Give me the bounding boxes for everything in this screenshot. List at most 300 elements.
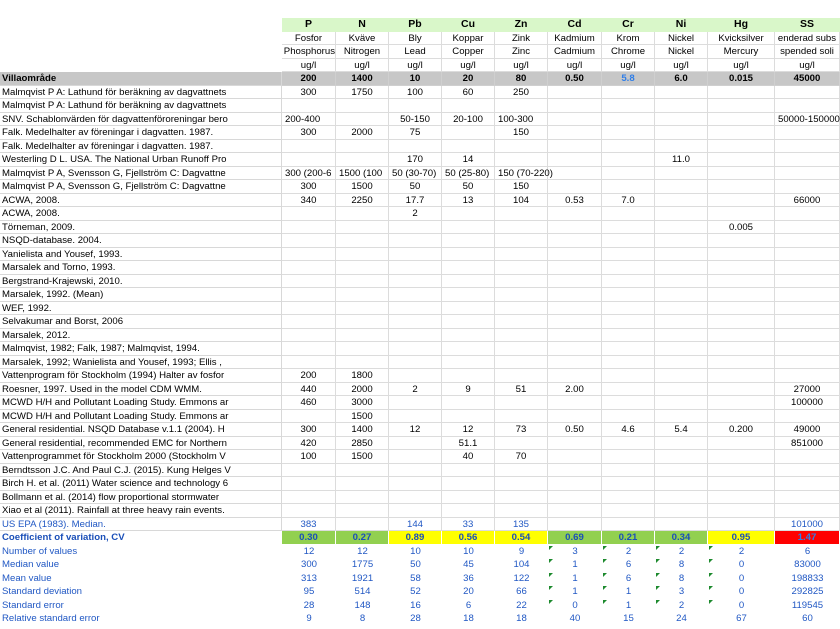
cell-cu[interactable] <box>442 234 495 248</box>
cell-hg[interactable] <box>708 288 775 302</box>
cell-cd[interactable]: 1 <box>548 558 602 572</box>
cell-hg[interactable]: 0 <box>708 558 775 572</box>
cell-p[interactable]: 340 <box>282 194 336 208</box>
cell-p[interactable]: 460 <box>282 396 336 410</box>
cell-hg[interactable] <box>708 153 775 167</box>
cell-ni[interactable] <box>655 180 708 194</box>
row-label[interactable]: Standard error <box>2 599 64 611</box>
cell-cu[interactable]: 33 <box>442 518 495 532</box>
cell-cd[interactable] <box>548 167 602 181</box>
cell-pb[interactable]: 75 <box>389 126 442 140</box>
cell-zn[interactable] <box>495 464 548 478</box>
cell-p[interactable]: 300 <box>282 423 336 437</box>
cell-cr[interactable] <box>602 261 655 275</box>
cell-zn[interactable] <box>495 261 548 275</box>
row-label[interactable]: Yanielista and Yousef, 1993. <box>0 248 282 262</box>
cell-n[interactable] <box>336 288 389 302</box>
cell-pb[interactable] <box>389 437 442 451</box>
cell-zn[interactable] <box>495 356 548 370</box>
cell-zn[interactable]: 22 <box>516 599 527 611</box>
cell-cr[interactable] <box>602 180 655 194</box>
cell-hg[interactable] <box>708 477 775 491</box>
row-label[interactable]: Falk. Medelhalter av föreningar i dagvatten. 1987. <box>0 140 282 154</box>
cell-p[interactable] <box>282 288 336 302</box>
cell-pb[interactable]: 17.7 <box>389 194 442 208</box>
cell-ni[interactable] <box>655 113 708 127</box>
cell-pb[interactable] <box>389 504 442 518</box>
row-label[interactable]: ACWA, 2008. <box>0 207 282 221</box>
cell-cr[interactable] <box>602 99 655 113</box>
cell-ni[interactable] <box>655 369 708 383</box>
cell-pb[interactable] <box>389 99 442 113</box>
cell-ni[interactable] <box>655 504 708 518</box>
row-label[interactable]: Number of values <box>2 545 78 557</box>
cell-zn[interactable]: 70 <box>495 450 548 464</box>
cell-zn[interactable]: 122 <box>513 572 530 584</box>
cell-cr[interactable] <box>602 86 655 100</box>
cell-hg[interactable]: 0.95 <box>708 531 775 545</box>
cell-ni[interactable]: 8 <box>655 572 708 586</box>
cell-cd[interactable] <box>548 261 602 275</box>
cell-cr[interactable] <box>602 504 655 518</box>
cell-hg[interactable]: 0 <box>708 572 775 586</box>
cell-cd[interactable]: 0 <box>548 599 602 613</box>
cell-cu[interactable]: 9 <box>442 383 495 397</box>
cell-cr[interactable] <box>602 356 655 370</box>
cell-n[interactable] <box>336 464 389 478</box>
cell-ni[interactable] <box>655 275 708 289</box>
cell-n[interactable] <box>336 315 389 329</box>
cell-ss[interactable] <box>775 234 840 248</box>
row-label[interactable]: Mean value <box>2 572 52 584</box>
cell-cr[interactable]: 2 <box>602 545 655 559</box>
row-label[interactable]: Westerling D L. USA. The National Urban Runoff Pro <box>0 153 282 167</box>
cell-hg[interactable]: 0 <box>708 599 775 613</box>
cell-n[interactable]: 1500 (100 <box>336 167 389 181</box>
cell-hg[interactable]: 0.005 <box>708 221 775 235</box>
cell-ni[interactable] <box>655 248 708 262</box>
row-label[interactable]: WEF, 1992. <box>0 302 282 316</box>
cell-cr[interactable]: 7.0 <box>602 194 655 208</box>
row-label[interactable]: Falk. Medelhalter av föreningar i dagvatten. 1987. <box>0 126 282 140</box>
cell-p[interactable] <box>282 342 336 356</box>
cell-hg[interactable] <box>708 248 775 262</box>
cell-hg[interactable] <box>708 450 775 464</box>
cell-cr[interactable]: 5.8 <box>602 72 655 86</box>
cell-cu[interactable]: 12 <box>442 423 495 437</box>
cell-zn[interactable]: 18 <box>516 613 527 624</box>
cell-p[interactable] <box>282 275 336 289</box>
cell-ni[interactable] <box>655 86 708 100</box>
cell-cd[interactable] <box>548 342 602 356</box>
cell-ni[interactable]: 2 <box>655 545 708 559</box>
cell-zn[interactable]: 9 <box>518 545 525 557</box>
cell-cu[interactable]: 50 (25-80) <box>442 167 495 181</box>
cell-ss[interactable] <box>775 261 840 275</box>
cell-cd[interactable] <box>548 396 602 410</box>
cell-p[interactable]: 12 <box>303 545 315 557</box>
cell-cd[interactable] <box>548 86 602 100</box>
cell-ni[interactable]: 5.4 <box>655 423 708 437</box>
row-label[interactable]: Relative standard error <box>2 613 100 624</box>
cell-zn[interactable]: 104 <box>513 559 530 570</box>
cell-p[interactable]: 200-400 <box>282 113 336 127</box>
cell-pb[interactable]: 12 <box>389 423 442 437</box>
cell-zn[interactable] <box>495 504 548 518</box>
cell-cu[interactable] <box>442 410 495 424</box>
cell-cr[interactable]: 6 <box>602 572 655 586</box>
cell-ss[interactable] <box>775 180 840 194</box>
cell-cr[interactable] <box>602 518 655 532</box>
row-label[interactable]: ACWA, 2008. <box>0 194 282 208</box>
cell-cu[interactable] <box>442 248 495 262</box>
cell-p[interactable] <box>282 315 336 329</box>
cell-cu[interactable] <box>442 342 495 356</box>
cell-zn[interactable] <box>495 315 548 329</box>
cell-ss[interactable] <box>775 86 840 100</box>
cell-ss[interactable]: 101000 <box>775 518 840 532</box>
row-label[interactable]: Marsalek, 1992; Wanielista and Yousef, 1993; Ellis , <box>0 356 282 370</box>
cell-zn[interactable]: 80 <box>495 72 548 86</box>
cell-cd[interactable]: 3 <box>548 545 602 559</box>
cell-ss[interactable] <box>775 356 840 370</box>
cell-pb[interactable] <box>389 140 442 154</box>
cell-cr[interactable] <box>602 464 655 478</box>
cell-cd[interactable] <box>548 464 602 478</box>
cell-n[interactable]: 1500 <box>336 450 389 464</box>
cell-ss[interactable] <box>775 315 840 329</box>
cell-p[interactable] <box>282 99 336 113</box>
cell-hg[interactable] <box>708 126 775 140</box>
cell-p[interactable] <box>282 221 336 235</box>
cell-cu[interactable] <box>442 491 495 505</box>
row-label[interactable]: Xiao et al (2011). Rainfall at three heavy rain events. <box>0 504 282 518</box>
cell-cu[interactable] <box>442 221 495 235</box>
cell-ss[interactable]: 60 <box>802 613 813 624</box>
cell-hg[interactable] <box>708 396 775 410</box>
cell-n[interactable] <box>336 356 389 370</box>
cell-p[interactable] <box>282 248 336 262</box>
cell-ss[interactable]: 119545 <box>791 599 824 611</box>
cell-ni[interactable] <box>655 342 708 356</box>
row-label[interactable]: Villaområde <box>0 72 282 86</box>
cell-pb[interactable]: 10 <box>410 545 421 557</box>
cell-cu[interactable]: 50 <box>442 180 495 194</box>
cell-pb[interactable]: 58 <box>410 572 421 584</box>
row-label[interactable]: Vattenprogrammet för Stockholm 2000 (Stockholm V <box>0 450 282 464</box>
cell-cr[interactable] <box>602 450 655 464</box>
cell-ss[interactable] <box>775 288 840 302</box>
cell-hg[interactable] <box>708 437 775 451</box>
cell-pb[interactable]: 2 <box>389 207 442 221</box>
cell-cd[interactable]: 0.50 <box>548 72 602 86</box>
cell-cu[interactable] <box>442 396 495 410</box>
cell-p[interactable] <box>282 464 336 478</box>
row-label[interactable]: Malmqvist P A: Lathund för beräkning av dagvattnets <box>0 99 282 113</box>
cell-n[interactable]: 2850 <box>336 437 389 451</box>
cell-n[interactable] <box>336 275 389 289</box>
cell-n[interactable]: 1500 <box>336 410 389 424</box>
cell-cd[interactable] <box>548 410 602 424</box>
cell-p[interactable]: 313 <box>300 572 317 584</box>
cell-cu[interactable]: 6 <box>465 599 472 611</box>
cell-cu[interactable] <box>442 275 495 289</box>
cell-n[interactable] <box>336 261 389 275</box>
cell-ss[interactable] <box>775 450 840 464</box>
cell-cd[interactable]: 0.69 <box>548 531 602 545</box>
cell-ni[interactable] <box>655 396 708 410</box>
cell-pb[interactable]: 50 <box>410 559 421 570</box>
cell-zn[interactable] <box>495 221 548 235</box>
cell-cr[interactable] <box>602 153 655 167</box>
cell-hg[interactable] <box>708 275 775 289</box>
cell-cd[interactable]: 0.53 <box>548 194 602 208</box>
cell-cr[interactable] <box>602 207 655 221</box>
row-label[interactable]: General residential, recommended EMC for Northern <box>0 437 282 451</box>
cell-cr[interactable] <box>602 396 655 410</box>
cell-cd[interactable] <box>548 437 602 451</box>
cell-cd[interactable] <box>548 288 602 302</box>
cell-ni[interactable] <box>655 140 708 154</box>
cell-ni[interactable] <box>655 288 708 302</box>
cell-p[interactable]: 28 <box>303 599 315 611</box>
cell-cd[interactable] <box>548 315 602 329</box>
cell-ss[interactable] <box>775 491 840 505</box>
cell-p[interactable] <box>282 153 336 167</box>
cell-ss[interactable]: 49000 <box>775 423 840 437</box>
row-label[interactable]: Median value <box>2 559 60 570</box>
cell-cu[interactable] <box>442 302 495 316</box>
cell-cr[interactable] <box>602 221 655 235</box>
cell-hg[interactable] <box>708 99 775 113</box>
cell-cd[interactable] <box>548 221 602 235</box>
cell-p[interactable]: 200 <box>282 369 336 383</box>
cell-cd[interactable]: 1 <box>548 585 602 599</box>
cell-pb[interactable]: 10 <box>389 72 442 86</box>
cell-zn[interactable] <box>495 248 548 262</box>
cell-hg[interactable] <box>708 342 775 356</box>
cell-ni[interactable]: 6.0 <box>655 72 708 86</box>
cell-ss[interactable] <box>775 410 840 424</box>
cell-cd[interactable] <box>548 113 602 127</box>
cell-n[interactable] <box>336 140 389 154</box>
cell-cu[interactable] <box>442 504 495 518</box>
cell-ni[interactable] <box>655 410 708 424</box>
cell-pb[interactable]: 50 <box>389 180 442 194</box>
cell-hg[interactable]: 67 <box>736 613 747 624</box>
cell-n[interactable] <box>336 342 389 356</box>
cell-zn[interactable] <box>495 342 548 356</box>
cell-ni[interactable] <box>655 383 708 397</box>
cell-ni[interactable]: 8 <box>655 558 708 572</box>
cell-cr[interactable]: 6 <box>602 558 655 572</box>
cell-ni[interactable] <box>655 356 708 370</box>
cell-hg[interactable] <box>708 207 775 221</box>
cell-hg[interactable] <box>708 261 775 275</box>
cell-cd[interactable] <box>548 248 602 262</box>
cell-n[interactable]: 514 <box>354 586 371 597</box>
cell-p[interactable] <box>282 410 336 424</box>
cell-pb[interactable]: 2 <box>389 383 442 397</box>
cell-pb[interactable] <box>389 261 442 275</box>
cell-cu[interactable] <box>442 315 495 329</box>
cell-cr[interactable] <box>602 315 655 329</box>
cell-p[interactable] <box>282 491 336 505</box>
cell-cu[interactable] <box>442 369 495 383</box>
cell-cu[interactable]: 51.1 <box>442 437 495 451</box>
cell-p[interactable]: 300 <box>300 559 317 570</box>
cell-pb[interactable]: 52 <box>410 586 421 597</box>
cell-cr[interactable] <box>602 113 655 127</box>
cell-pb[interactable] <box>389 477 442 491</box>
cell-cr[interactable] <box>602 383 655 397</box>
cell-pb[interactable] <box>389 356 442 370</box>
cell-n[interactable] <box>336 113 389 127</box>
cell-hg[interactable]: 2 <box>708 545 775 559</box>
cell-pb[interactable] <box>389 491 442 505</box>
cell-ni[interactable] <box>655 234 708 248</box>
cell-hg[interactable]: 0.015 <box>708 72 775 86</box>
cell-n[interactable]: 2000 <box>336 126 389 140</box>
cell-pb[interactable] <box>389 369 442 383</box>
cell-cu[interactable]: 20 <box>463 586 474 597</box>
row-label[interactable]: Birch H. et al. (2011) Water science and technology 6 <box>0 477 282 491</box>
row-label[interactable]: General residential. NSQD Database v.1.1 (2004). H <box>0 423 282 437</box>
cell-ni[interactable]: 11.0 <box>655 153 708 167</box>
cell-cu[interactable]: 0.56 <box>442 531 495 545</box>
cell-cu[interactable] <box>442 261 495 275</box>
cell-zn[interactable] <box>495 329 548 343</box>
cell-zn[interactable] <box>495 234 548 248</box>
cell-n[interactable]: 1400 <box>336 423 389 437</box>
cell-n[interactable]: 1750 <box>336 86 389 100</box>
cell-p[interactable] <box>282 234 336 248</box>
cell-pb[interactable] <box>389 464 442 478</box>
cell-cr[interactable] <box>602 234 655 248</box>
cell-n[interactable]: 3000 <box>336 396 389 410</box>
cell-p[interactable]: 420 <box>282 437 336 451</box>
cell-zn[interactable]: 250 <box>495 86 548 100</box>
cell-pb[interactable]: 50-150 <box>389 113 442 127</box>
cell-zn[interactable]: 104 <box>495 194 548 208</box>
row-label[interactable]: Törneman, 2009. <box>0 221 282 235</box>
cell-p[interactable] <box>282 356 336 370</box>
cell-zn[interactable] <box>495 369 548 383</box>
cell-n[interactable]: 0.27 <box>336 531 389 545</box>
cell-zn[interactable] <box>495 288 548 302</box>
cell-p[interactable] <box>282 504 336 518</box>
cell-hg[interactable] <box>708 140 775 154</box>
cell-n[interactable] <box>336 491 389 505</box>
row-label[interactable]: Vattenprogram för Stockholm (1994) Halter av fosfor <box>0 369 282 383</box>
row-label[interactable]: MCWD H/H and Pollutant Loading Study. Emmons ar <box>0 396 282 410</box>
cell-ni[interactable]: 0.34 <box>655 531 708 545</box>
cell-hg[interactable] <box>708 113 775 127</box>
cell-p[interactable]: 383 <box>282 518 336 532</box>
cell-cd[interactable] <box>548 477 602 491</box>
cell-cu[interactable] <box>442 477 495 491</box>
cell-pb[interactable]: 50 (30-70) <box>389 167 442 181</box>
cell-cu[interactable] <box>442 99 495 113</box>
cell-p[interactable]: 300 (200-6 <box>282 167 336 181</box>
cell-cr[interactable]: 1 <box>602 599 655 613</box>
cell-zn[interactable] <box>495 140 548 154</box>
cell-hg[interactable] <box>708 167 775 181</box>
cell-ni[interactable] <box>655 302 708 316</box>
cell-pb[interactable] <box>389 302 442 316</box>
cell-pb[interactable] <box>389 248 442 262</box>
cell-n[interactable] <box>336 234 389 248</box>
cell-pb[interactable]: 100 <box>389 86 442 100</box>
cell-p[interactable]: 9 <box>306 613 312 624</box>
cell-zn[interactable] <box>495 396 548 410</box>
row-label[interactable]: Bergstrand-Krajewski, 2010. <box>0 275 282 289</box>
cell-ss[interactable]: 1.47 <box>775 531 840 545</box>
cell-cu[interactable] <box>442 207 495 221</box>
cell-cr[interactable]: 0.21 <box>602 531 655 545</box>
cell-cr[interactable] <box>602 126 655 140</box>
cell-cr[interactable] <box>602 410 655 424</box>
cell-cd[interactable] <box>548 518 602 532</box>
cell-n[interactable]: 2000 <box>336 383 389 397</box>
cell-ss[interactable] <box>775 207 840 221</box>
cell-hg[interactable] <box>708 329 775 343</box>
cell-cu[interactable] <box>442 464 495 478</box>
cell-p[interactable]: 0.30 <box>282 531 336 545</box>
cell-cu[interactable]: 14 <box>442 153 495 167</box>
cell-ni[interactable] <box>655 450 708 464</box>
cell-cr[interactable] <box>602 477 655 491</box>
cell-p[interactable]: 200 <box>282 72 336 86</box>
cell-zn[interactable] <box>495 302 548 316</box>
cell-zn[interactable] <box>495 437 548 451</box>
cell-zn[interactable] <box>495 99 548 113</box>
cell-ss[interactable]: 66000 <box>775 194 840 208</box>
cell-ss[interactable]: 292825 <box>791 586 824 597</box>
cell-zn[interactable]: 51 <box>495 383 548 397</box>
cell-zn[interactable] <box>495 275 548 289</box>
cell-hg[interactable] <box>708 518 775 532</box>
cell-p[interactable] <box>282 140 336 154</box>
cell-n[interactable]: 1800 <box>336 369 389 383</box>
row-label[interactable]: SNV. Schablonvärden för dagvattenföroreningar bero <box>0 113 282 127</box>
cell-ss[interactable] <box>775 369 840 383</box>
cell-cd[interactable] <box>548 369 602 383</box>
cell-cu[interactable]: 40 <box>442 450 495 464</box>
cell-ni[interactable] <box>655 221 708 235</box>
cell-cd[interactable] <box>548 180 602 194</box>
cell-ss[interactable] <box>775 248 840 262</box>
cell-ss[interactable]: 50000-150000 <box>775 113 840 127</box>
row-label[interactable]: MCWD H/H and Pollutant Loading Study. Emmons ar <box>0 410 282 424</box>
cell-cd[interactable] <box>548 450 602 464</box>
cell-ss[interactable] <box>775 342 840 356</box>
cell-n[interactable]: 8 <box>359 613 366 624</box>
cell-n[interactable] <box>336 329 389 343</box>
cell-ni[interactable] <box>655 126 708 140</box>
cell-pb[interactable] <box>389 234 442 248</box>
cell-n[interactable]: 1921 <box>351 572 374 584</box>
cell-ss[interactable] <box>775 221 840 235</box>
cell-cu[interactable]: 20 <box>442 72 495 86</box>
cell-cd[interactable] <box>548 126 602 140</box>
cell-cr[interactable] <box>602 491 655 505</box>
cell-p[interactable] <box>282 302 336 316</box>
cell-hg[interactable] <box>708 302 775 316</box>
cell-pb[interactable] <box>389 315 442 329</box>
row-label[interactable]: Marsalek, 2012. <box>0 329 282 343</box>
cell-n[interactable] <box>336 207 389 221</box>
